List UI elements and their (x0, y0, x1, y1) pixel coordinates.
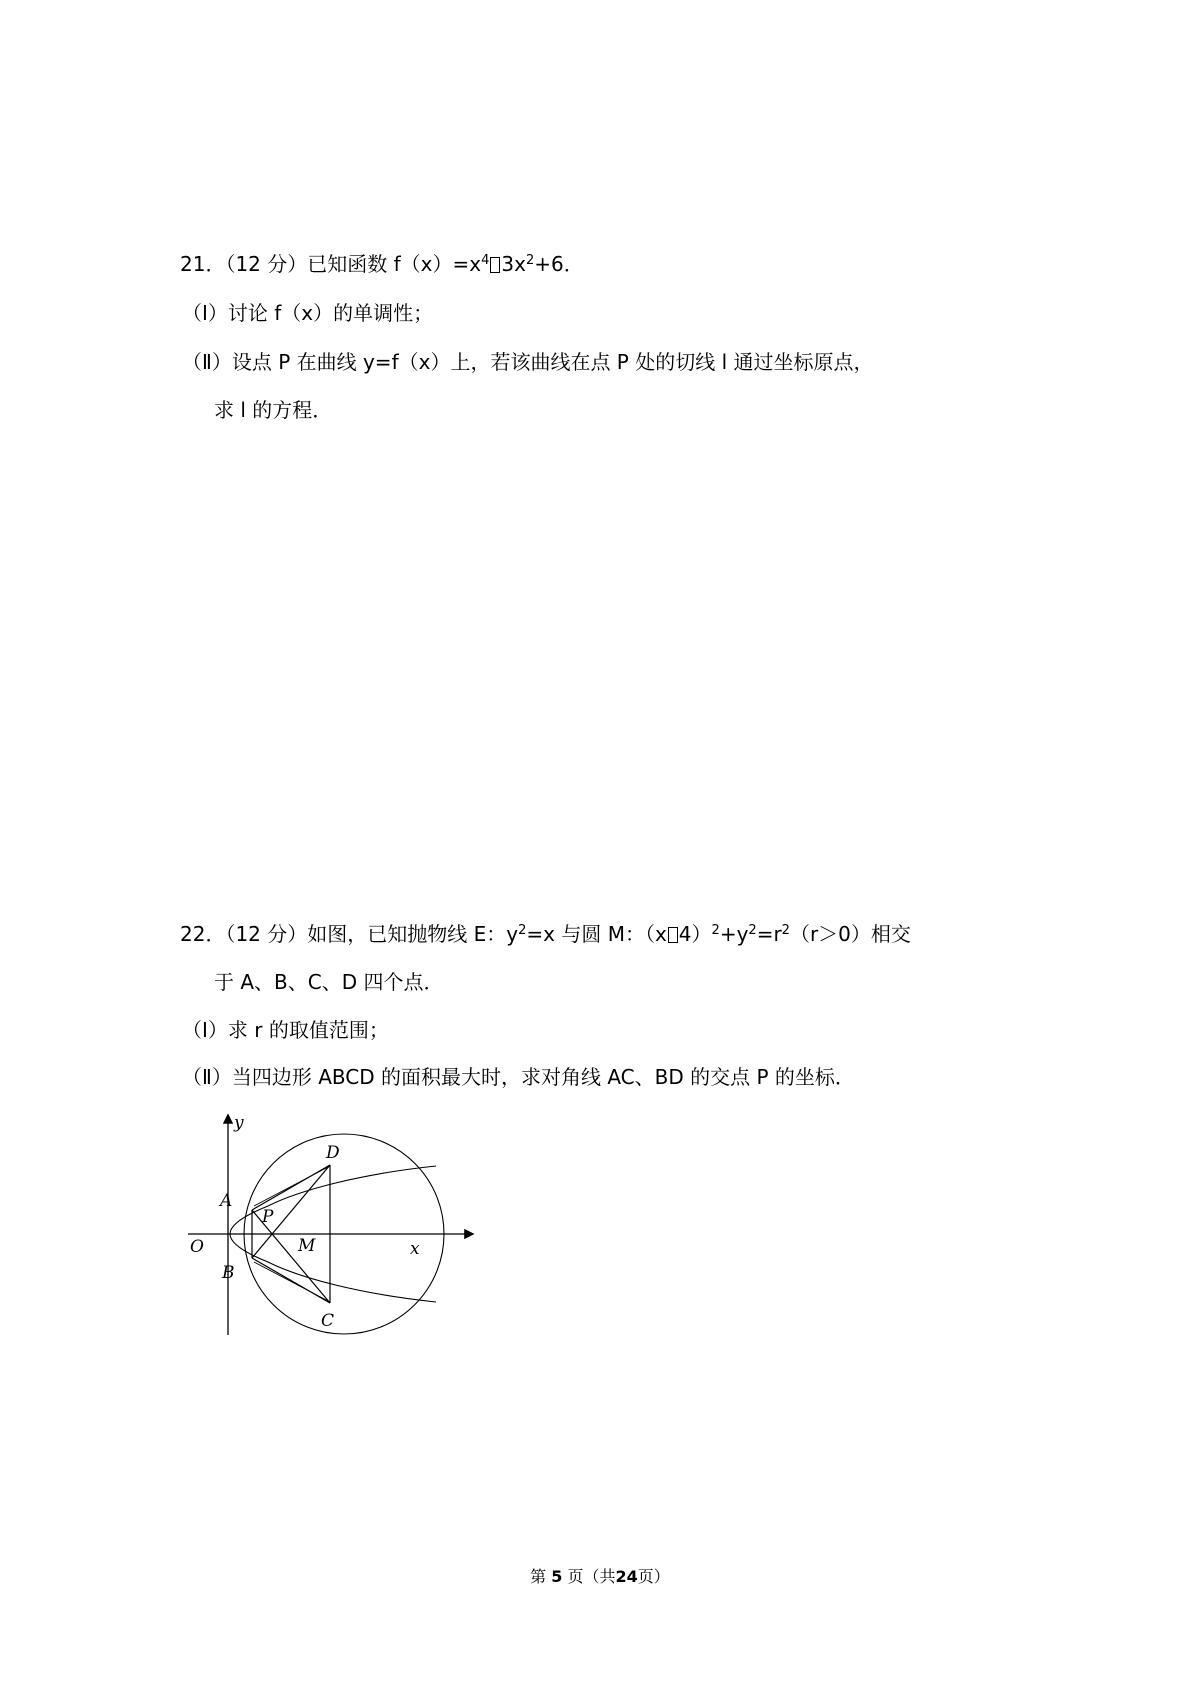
footer-total-pages: 24 (615, 1567, 638, 1586)
label-y: y (234, 1113, 244, 1133)
label-c: C (321, 1311, 335, 1331)
q21-part2-line2: 求 l 的方程． (214, 398, 333, 422)
q22-exponent-b: 2 (711, 923, 720, 938)
q21-part1: （Ⅰ）讨论 f（x）的单调性； (182, 301, 434, 325)
q21-stem-text-c: +6． (534, 252, 584, 276)
label-a: A (220, 1191, 233, 1211)
q22-exponent-c: 2 (748, 923, 757, 938)
q22-part1: （Ⅰ）求 r 的取值范围； (182, 1018, 389, 1042)
q21-stem-text-b: 3x (501, 252, 526, 276)
missing-glyph-icon (668, 927, 678, 943)
q22-exponent-d: 2 (781, 923, 790, 938)
missing-glyph-icon (490, 257, 500, 273)
q22-stem-text-a: 如图，已知抛物线 E：y (307, 922, 519, 946)
label-d: D (326, 1143, 340, 1163)
label-b: B (222, 1263, 235, 1283)
q22-part2: （Ⅱ）当四边形 ABCD 的面积最大时，求对角线 AC、BD 的交点 P 的坐标． (182, 1065, 855, 1089)
q22-stem-line2: 于 A、B、C、D 四个点． (214, 970, 444, 994)
q22-stem-text-d: +y (719, 922, 749, 946)
footer-pre: 第 (530, 1567, 547, 1586)
label-p: P (262, 1207, 274, 1227)
label-o: O (190, 1237, 204, 1257)
q21-exponent-2: 2 (525, 253, 535, 268)
footer-page-number: 5 (551, 1567, 563, 1586)
q22-stem-text-b: =x 与圆 M：（x (526, 922, 667, 946)
figure-svg (180, 1110, 480, 1340)
q22-stem-text-f: （r＞0）相交 (789, 922, 911, 946)
q22-score: （12 分） (225, 922, 308, 946)
label-x: x (410, 1239, 420, 1259)
q22-exponent-a: 2 (518, 923, 527, 938)
q21-number: 21． (180, 252, 226, 276)
q22-stem (180, 920, 911, 948)
parabola-circle-figure (180, 1110, 480, 1340)
q22-stem-text-c: 4） (678, 922, 712, 946)
label-m: M (298, 1236, 316, 1256)
footer-post: 页） (637, 1567, 670, 1586)
q21-part2-line1: （Ⅱ）设点 P 在曲线 y=f（x）上，若该曲线在点 P 处的切线 l 通过坐标原点， (182, 350, 874, 374)
q22-number: 22． (180, 922, 226, 946)
q22-stem-text-e: =r (756, 922, 782, 946)
q21-exponent-4: 4 (481, 253, 490, 268)
q21-stem (180, 250, 584, 278)
q21-score: （12 分） (225, 252, 308, 276)
footer-mid: 页（共 (567, 1567, 616, 1586)
page-footer (0, 1566, 1200, 1588)
q21-stem-text-a: 已知函数 f（x）=x (307, 252, 482, 276)
